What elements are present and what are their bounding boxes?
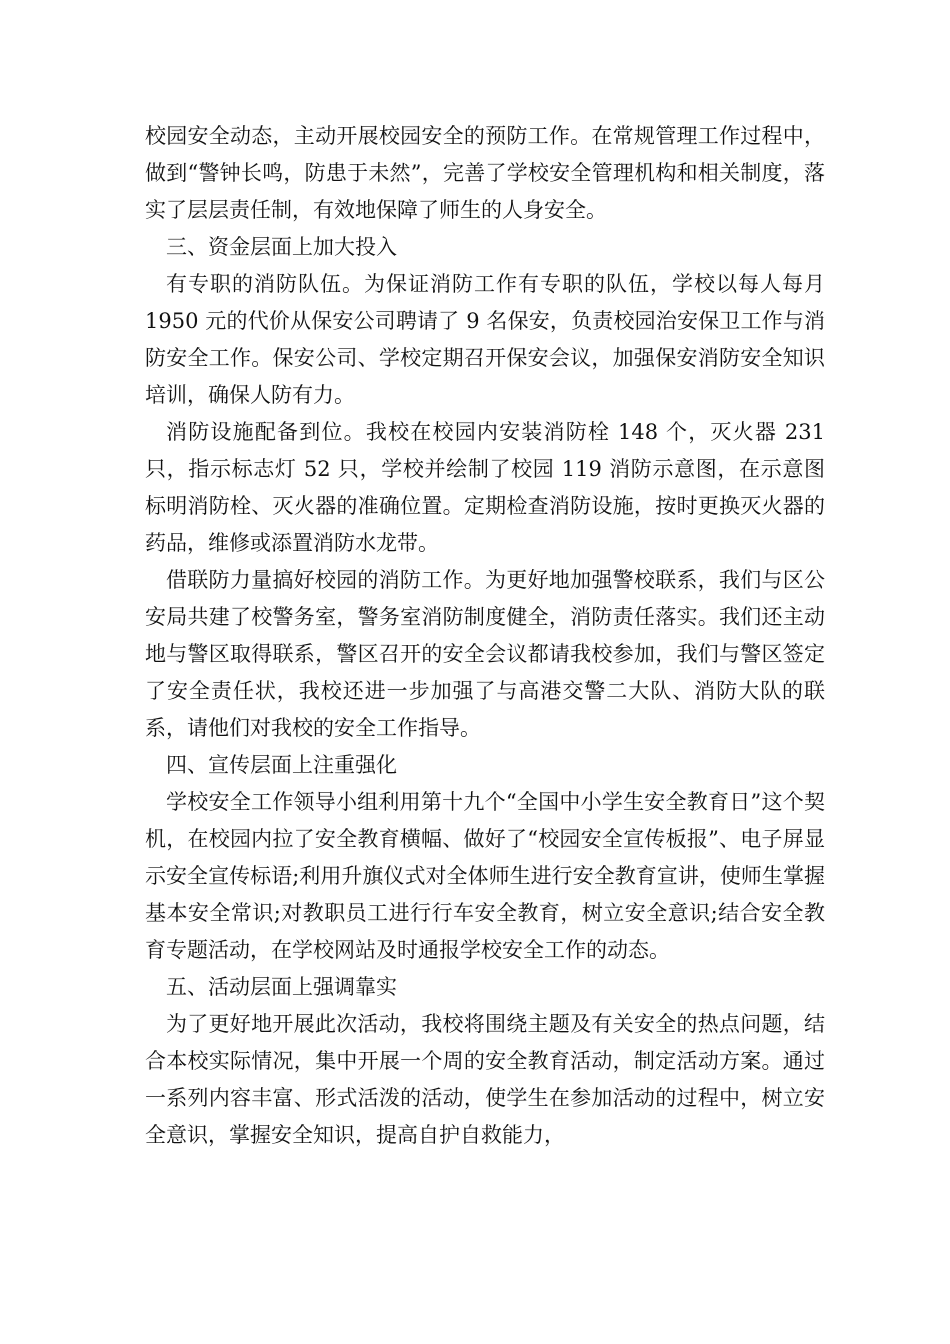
paragraph-fire-team: 有专职的消防队伍。为保证消防工作有专职的队伍，学校以每人每月 1950 元的代价从保安公司聘请了 9 名保安，负责校园治安保卫工作与消防安全工作。保安公司、学校定期召开保安会议，加强保安消防安全知识培训，确保人防有力。 — [145, 272, 825, 407]
section-heading-4: 四、宣传层面上注重强化 — [166, 753, 397, 777]
section-heading-5: 五、活动层面上强调靠实 — [166, 975, 397, 999]
paragraph-publicity: 学校安全工作领导小组利用第十九个“全国中小学生安全教育日”这个契机，在校园内拉了安全教育横幅、做好了“校园安全宣传板报”、电子屏显示安全宣传标语;利用升旗仪式对全体师生进行安全教育宣讲，使师生掌握基本安全常识;对教职员工进行行车安全教育，树立安全意识;结合安全教育专题活动，在学校网站及时通报学校安全工作的动态。 — [145, 790, 825, 962]
document-body — [145, 118, 825, 1154]
paragraph-continuation: 校园安全动态，主动开展校园安全的预防工作。在常规管理工作过程中，做到“警钟长鸣，防患于未然”，完善了学校安全管理机构和相关制度，落实了层层责任制，有效地保障了师生的人身安全。 — [145, 124, 825, 222]
paragraph-joint-defense: 借联防力量搞好校园的消防工作。为更好地加强警校联系，我们与区公安局共建了校警务室，警务室消防制度健全，消防责任落实。我们还主动地与警区取得联系，警区召开的安全会议都请我校参加，我们与警区签定了安全责任状，我校还进一步加强了与高港交警二大队、消防大队的联系，请他们对我校的安全工作指导。 — [145, 568, 825, 740]
paragraph-activities: 为了更好地开展此次活动，我校将围绕主题及有关安全的热点问题，结合本校实际情况，集中开展一个周的安全教育活动，制定活动方案。通过一系列内容丰富、形式活泼的活动，使学生在参加活动的过程中，树立安全意识，掌握安全知识，提高自护自救能力， — [145, 1012, 825, 1147]
paragraph-fire-equipment: 消防设施配备到位。我校在校园内安装消防栓 148 个，灭火器 231 只，指示标志灯 52 只，学校并绘制了校园 119 消防示意图，在示意图标明消防栓、灭火器的准确位置。定期检查消防设施，按时更换灭火器的药品，维修或添置消防水龙带。 — [145, 420, 825, 555]
section-heading-3: 三、资金层面上加大投入 — [166, 235, 397, 259]
